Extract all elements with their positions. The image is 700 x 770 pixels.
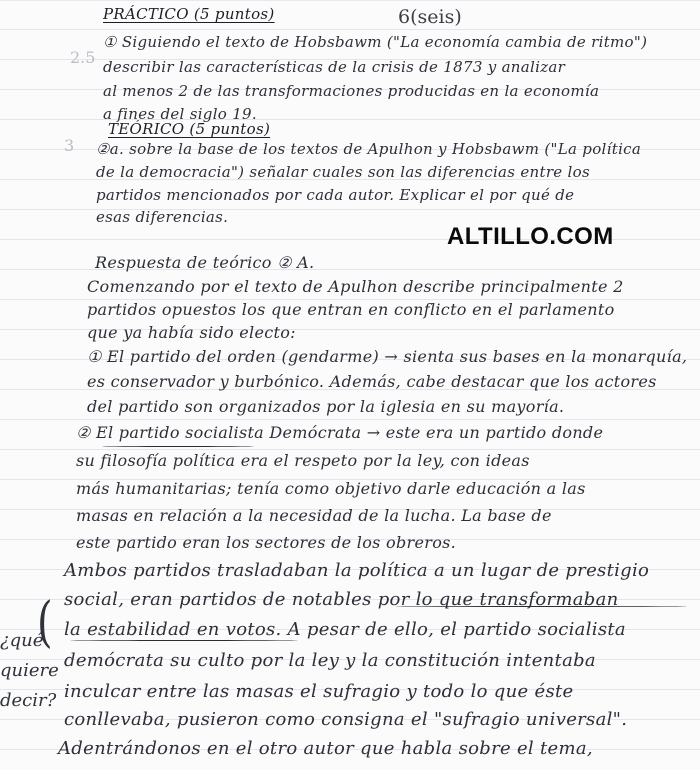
answer-line-16: inculcar entre las masas el sufragio y todo lo que éste xyxy=(64,681,574,702)
answer-line-12: Ambos partidos trasladaban la política a un lugar de prestigio xyxy=(64,560,650,581)
practical-line-1: ① Siguiendo el texto de Hobsbawm ("La economía cambia de ritmo") xyxy=(103,33,648,51)
practical-title: PRÁCTICO (5 puntos) xyxy=(103,5,275,23)
margin-note-line-3: decir? xyxy=(0,690,57,711)
theory-title: TEÓRICO (5 puntos) xyxy=(108,120,271,138)
answer-line-11: este partido eran los sectores de los obreros. xyxy=(76,533,457,552)
ruled-line xyxy=(0,0,700,1)
margin-bracket: ( xyxy=(37,591,53,655)
practical-line-2: describir las características de la crisis de 1873 y analizar xyxy=(103,58,566,76)
practical-line-4: a fines del siglo 19. xyxy=(103,105,257,123)
margin-note xyxy=(0,626,59,716)
theory-line-2: de la democracia") señalar cuales son las diferencias entre los xyxy=(96,163,590,181)
grade-top: 6(seis) xyxy=(398,6,462,28)
answer-line-6: del partido son organizados por la iglesia en su mayoría. xyxy=(87,397,565,416)
underline-mark xyxy=(102,446,254,447)
watermark: ALTILLO.COM xyxy=(447,223,614,250)
theory-line-4: esas diferencias. xyxy=(96,208,229,226)
answer-line-13: social, eran partidos de notables por lo que transformaban xyxy=(64,589,619,610)
margin-note-line-2: quiere xyxy=(0,660,59,681)
answer-line-9: más humanitarias; tenía como objetivo darle educación a las xyxy=(76,479,586,498)
grade-left-practical: 2.5 xyxy=(70,48,96,67)
answer-line-8: su filosofía política era el respeto por la ley, con ideas xyxy=(76,451,530,470)
answer-line-5: es conservador y burbónico. Además, cabe destacar que los actores xyxy=(87,372,657,391)
underline-mark xyxy=(70,640,298,641)
answer-line-15: demócrata su culto por la ley y la constitución intentaba xyxy=(64,650,596,671)
margin-note-line-1: ¿qué xyxy=(0,630,44,651)
answer-line-1: Comenzando por el texto de Apulhon describe principalmente 2 xyxy=(87,277,624,296)
answer-line-4: ① El partido del orden (gendarme) → sienta sus bases en la monarquía, xyxy=(87,347,688,366)
answer-line-10: masas en relación a la necesidad de la lucha. La base de xyxy=(76,506,552,525)
answer-line-3: que ya había sido electo: xyxy=(87,323,296,342)
grade-left-theory: 3 xyxy=(64,136,75,155)
practical-line-3: al menos 2 de las transformaciones producidas en la economía xyxy=(103,82,600,100)
theory-line-1: ②a. sobre la base de los textos de Apulhon y Hobsbawm ("La política xyxy=(96,140,642,158)
answer-title: Respuesta de teórico ② A. xyxy=(95,253,315,272)
theory-line-3: partidos mencionados por cada autor. Explicar el por qué de xyxy=(96,186,575,204)
answer-line-18: Adentrándonos en el otro autor que habla sobre el tema, xyxy=(58,738,593,759)
answer-line-7: ② El partido socialista Demócrata → este era un partido donde xyxy=(76,423,604,442)
answer-line-17: conllevaba, pusieron como consigna el "sufragio universal". xyxy=(64,709,628,730)
underline-mark xyxy=(395,606,687,607)
answer-line-2: partidos opuestos los que entran en conflicto en el parlamento xyxy=(87,300,615,319)
answer-line-14: la estabilidad en votos. A pesar de ello, el partido socialista xyxy=(64,619,626,640)
